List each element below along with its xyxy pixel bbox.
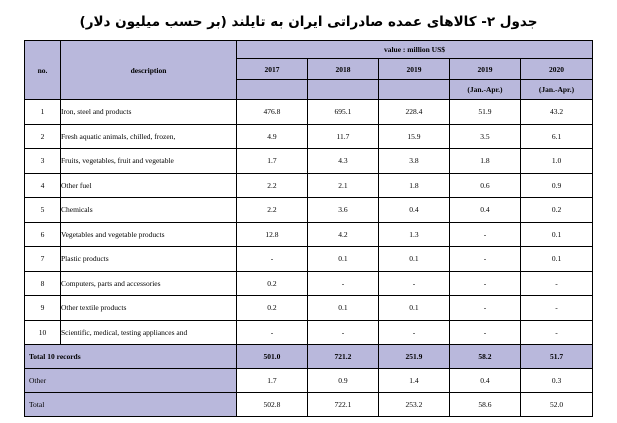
- column-header-value: value : million US$: [236, 41, 592, 59]
- table-row: [24, 198, 592, 223]
- other-2018: 0.9: [307, 369, 378, 393]
- row-no: 2: [24, 124, 60, 149]
- other-2019-janapr: 0.4: [449, 369, 520, 393]
- row-description: Chemicals: [60, 198, 236, 223]
- other-2020-janapr: 0.3: [520, 369, 592, 393]
- table-row-total-records: [24, 345, 592, 369]
- row-value-2020-janapr: 1.0: [520, 149, 592, 174]
- column-subheader-2019-janapr: (Jan.-Apr.): [449, 80, 520, 100]
- grand-total-2020-janapr: 52.0: [520, 393, 592, 417]
- row-value-2019: 0.1: [378, 296, 449, 321]
- column-header-year-2019-janapr: 2019: [449, 59, 520, 80]
- row-value-2019: 1.8: [378, 173, 449, 198]
- table-row: [24, 124, 592, 149]
- row-value-2019-janapr: -: [449, 320, 520, 345]
- column-header-description: description: [60, 41, 236, 100]
- column-header-year-2018: 2018: [307, 59, 378, 80]
- total-records-2019-janapr: 58.2: [449, 345, 520, 369]
- total-records-label: Total 10 records: [24, 345, 236, 369]
- row-no: 1: [24, 100, 60, 125]
- row-value-2017: 2.2: [236, 173, 307, 198]
- row-no: 7: [24, 247, 60, 272]
- row-value-2020-janapr: -: [520, 320, 592, 345]
- row-description: Other textile products: [60, 296, 236, 321]
- row-value-2017: 0.2: [236, 296, 307, 321]
- row-value-2019-janapr: 0.4: [449, 198, 520, 223]
- row-value-2020-janapr: 0.1: [520, 247, 592, 272]
- column-subheader-2019: [378, 80, 449, 100]
- row-value-2018: 2.1: [307, 173, 378, 198]
- row-value-2019-janapr: 3.5: [449, 124, 520, 149]
- table-row: [24, 247, 592, 272]
- row-description: Fresh aquatic animals, chilled, frozen,: [60, 124, 236, 149]
- row-value-2019: -: [378, 271, 449, 296]
- row-value-2020-janapr: 0.9: [520, 173, 592, 198]
- table-row: [24, 149, 592, 174]
- total-records-2020-janapr: 51.7: [520, 345, 592, 369]
- row-value-2019-janapr: -: [449, 247, 520, 272]
- row-no: 6: [24, 222, 60, 247]
- row-value-2018: -: [307, 271, 378, 296]
- grand-total-label: Total: [24, 393, 236, 417]
- row-value-2018: -: [307, 320, 378, 345]
- table-row: [24, 173, 592, 198]
- row-value-2017: 0.2: [236, 271, 307, 296]
- row-value-2019-janapr: 51.9: [449, 100, 520, 125]
- row-no: 9: [24, 296, 60, 321]
- row-value-2019-janapr: -: [449, 296, 520, 321]
- row-description: Iron, steel and products: [60, 100, 236, 125]
- row-value-2018: 4.2: [307, 222, 378, 247]
- row-description: Other fuel: [60, 173, 236, 198]
- row-value-2018: 0.1: [307, 296, 378, 321]
- row-value-2017: 476.8: [236, 100, 307, 125]
- other-label: Other: [24, 369, 236, 393]
- table-body: [24, 100, 592, 417]
- row-value-2017: -: [236, 247, 307, 272]
- row-no: 8: [24, 271, 60, 296]
- row-value-2017: 2.2: [236, 198, 307, 223]
- row-value-2020-janapr: -: [520, 271, 592, 296]
- row-value-2017: -: [236, 320, 307, 345]
- row-no: 5: [24, 198, 60, 223]
- export-goods-table: [24, 40, 593, 417]
- row-no: 4: [24, 173, 60, 198]
- row-value-2019: 0.4: [378, 198, 449, 223]
- total-records-2017: 501.0: [236, 345, 307, 369]
- other-2017: 1.7: [236, 369, 307, 393]
- other-2019: 1.4: [378, 369, 449, 393]
- row-value-2019-janapr: 0.6: [449, 173, 520, 198]
- total-records-2018: 721.2: [307, 345, 378, 369]
- row-value-2017: 4.9: [236, 124, 307, 149]
- row-no: 3: [24, 149, 60, 174]
- table-header: [24, 41, 592, 100]
- grand-total-2018: 722.1: [307, 393, 378, 417]
- row-value-2018: 0.1: [307, 247, 378, 272]
- table-row-grand-total: [24, 393, 592, 417]
- table-row: [24, 271, 592, 296]
- grand-total-2019-janapr: 58.6: [449, 393, 520, 417]
- column-header-year-2017: 2017: [236, 59, 307, 80]
- row-value-2018: 11.7: [307, 124, 378, 149]
- row-value-2019-janapr: -: [449, 222, 520, 247]
- total-records-2019: 251.9: [378, 345, 449, 369]
- grand-total-2017: 502.8: [236, 393, 307, 417]
- table-row: [24, 222, 592, 247]
- row-value-2019: 3.8: [378, 149, 449, 174]
- row-value-2019-janapr: 1.8: [449, 149, 520, 174]
- row-description: Computers, parts and accessories: [60, 271, 236, 296]
- row-value-2018: 695.1: [307, 100, 378, 125]
- table-row-other: [24, 369, 592, 393]
- row-value-2017: 1.7: [236, 149, 307, 174]
- row-description: Plastic products: [60, 247, 236, 272]
- row-value-2017: 12.8: [236, 222, 307, 247]
- row-value-2020-janapr: 0.1: [520, 222, 592, 247]
- row-value-2019-janapr: -: [449, 271, 520, 296]
- row-value-2018: 3.6: [307, 198, 378, 223]
- row-description: Scientific, medical, testing appliances and: [60, 320, 236, 345]
- page-title: جدول ۲- کالاهای عمده صادراتی ایران به تایلند (بر حسب میلیون دلار): [79, 14, 538, 30]
- table-row: [24, 320, 592, 345]
- row-no: 10: [24, 320, 60, 345]
- row-description: Fruits, vegetables, fruit and vegetable: [60, 149, 236, 174]
- column-subheader-2018: [307, 80, 378, 100]
- row-value-2020-janapr: 6.1: [520, 124, 592, 149]
- row-value-2018: 4.3: [307, 149, 378, 174]
- grand-total-2019: 253.2: [378, 393, 449, 417]
- table-row: [24, 296, 592, 321]
- row-description: Vegetables and vegetable products: [60, 222, 236, 247]
- column-subheader-2017: [236, 80, 307, 100]
- row-value-2020-janapr: 43.2: [520, 100, 592, 125]
- row-value-2019: 228.4: [378, 100, 449, 125]
- row-value-2019: 0.1: [378, 247, 449, 272]
- row-value-2020-janapr: 0.2: [520, 198, 592, 223]
- row-value-2019: 15.9: [378, 124, 449, 149]
- row-value-2020-janapr: -: [520, 296, 592, 321]
- column-header-year-2019: 2019: [378, 59, 449, 80]
- column-header-year-2020-janapr: 2020: [520, 59, 592, 80]
- row-value-2019: -: [378, 320, 449, 345]
- table-row: [24, 100, 592, 125]
- column-header-no: no.: [24, 41, 60, 100]
- row-value-2019: 1.3: [378, 222, 449, 247]
- column-subheader-2020-janapr: (Jan.-Apr.): [520, 80, 592, 100]
